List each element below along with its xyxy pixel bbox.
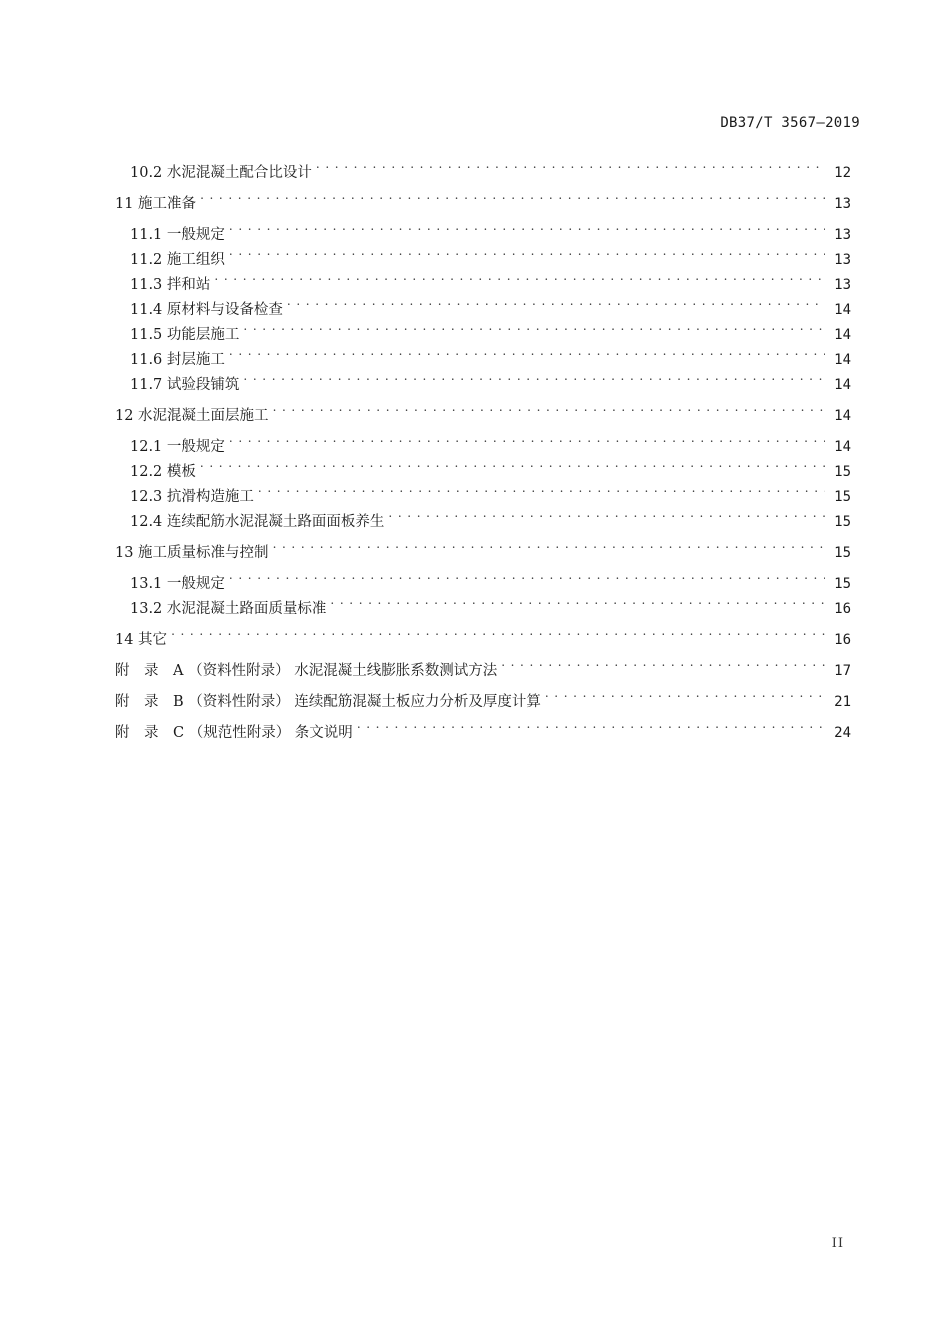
toc-entry-title: 13.2 水泥混凝土路面质量标准 (130, 601, 327, 617)
toc-entry-page: 13 (834, 252, 851, 268)
toc-entry[interactable] (115, 152, 851, 181)
toc-dot-leader (287, 289, 825, 314)
toc-entry[interactable] (115, 289, 851, 318)
toc-entry-title: 12.2 模板 (130, 464, 196, 480)
toc-entry-page: 13 (834, 277, 851, 293)
toc-entry-page: 21 (834, 694, 851, 710)
toc-entry[interactable] (115, 426, 851, 455)
toc-dot-leader (388, 501, 825, 526)
document-code: DB37/T 3567—2019 (720, 115, 860, 131)
toc-entry[interactable] (115, 264, 851, 293)
toc-entry-page: 15 (834, 489, 851, 505)
toc-entry-title: 11.3 拌和站 (130, 277, 211, 293)
toc-entry-title: 12.3 抗滑构造施工 (130, 489, 254, 505)
table-of-contents (115, 152, 851, 741)
toc-entry-page: 14 (834, 408, 851, 424)
toc-dot-leader (229, 214, 825, 239)
toc-entry-title: 11.4 原材料与设备检查 (130, 302, 283, 318)
toc-entry-page: 24 (834, 725, 851, 741)
toc-dot-leader (229, 339, 825, 364)
toc-entry[interactable] (115, 214, 851, 243)
toc-entry-page: 13 (834, 227, 851, 243)
toc-entry[interactable] (115, 476, 851, 505)
toc-entry-title: 11.1 一般规定 (130, 227, 225, 243)
toc-entry-page: 15 (834, 514, 851, 530)
toc-dot-leader (357, 712, 825, 737)
toc-entry-title: 10.2 水泥混凝土配合比设计 (130, 165, 312, 181)
toc-entry-title: 附 录 A （资料性附录） 水泥混凝土线膨胀系数测试方法 (115, 663, 498, 679)
toc-entry-title: 11.2 施工组织 (130, 252, 225, 268)
toc-entry-page: 15 (834, 464, 851, 480)
toc-entry-title: 11.5 功能层施工 (130, 327, 240, 343)
toc-dot-leader (501, 650, 825, 675)
toc-entry[interactable] (115, 712, 851, 741)
toc-dot-leader (330, 588, 825, 613)
toc-entry-title: 13 施工质量标准与控制 (115, 545, 269, 561)
toc-dot-leader (171, 619, 825, 644)
toc-dot-leader (243, 314, 825, 339)
toc-entry-page: 16 (834, 632, 851, 648)
toc-entry[interactable] (115, 532, 851, 561)
toc-entry-page: 14 (834, 352, 851, 368)
toc-entry-title: 11 施工准备 (115, 196, 197, 212)
toc-dot-leader (229, 563, 825, 588)
toc-entry[interactable] (115, 395, 851, 424)
toc-entry-page: 14 (834, 327, 851, 343)
toc-entry-title: 附 录 C （规范性附录） 条文说明 (115, 725, 353, 741)
toc-entry-page: 12 (834, 165, 851, 181)
toc-dot-leader (214, 264, 825, 289)
toc-entry-title: 11.7 试验段铺筑 (130, 377, 240, 393)
toc-dot-leader (200, 183, 825, 208)
toc-entry-page: 14 (834, 302, 851, 318)
page-number: II (831, 1236, 844, 1251)
toc-entry[interactable] (115, 681, 851, 710)
toc-dot-leader (273, 532, 825, 557)
toc-entry-title: 13.1 一般规定 (130, 576, 225, 592)
toc-entry[interactable] (115, 650, 851, 679)
toc-entry[interactable] (115, 183, 851, 212)
toc-entry-title: 12.4 连续配筋水泥混凝土路面面板养生 (130, 514, 385, 530)
toc-dot-leader (258, 476, 825, 501)
toc-entry-title: 12 水泥混凝土面层施工 (115, 408, 269, 424)
toc-entry-page: 17 (834, 663, 851, 679)
toc-dot-leader (229, 239, 825, 264)
toc-entry-title: 12.1 一般规定 (130, 439, 225, 455)
toc-entry-title: 附 录 B （资料性附录） 连续配筋混凝土板应力分析及厚度计算 (115, 694, 541, 710)
toc-entry-page: 15 (834, 576, 851, 592)
toc-dot-leader (229, 426, 825, 451)
toc-entry-title: 14 其它 (115, 632, 168, 648)
toc-dot-leader (316, 152, 825, 177)
toc-entry-page: 16 (834, 601, 851, 617)
toc-entry[interactable] (115, 451, 851, 480)
toc-entry-page: 14 (834, 377, 851, 393)
toc-entry-page: 13 (834, 196, 851, 212)
toc-entry[interactable] (115, 619, 851, 648)
toc-dot-leader (545, 681, 825, 706)
toc-dot-leader (243, 364, 825, 389)
toc-entry-title: 11.6 封层施工 (130, 352, 225, 368)
toc-entry-page: 15 (834, 545, 851, 561)
toc-dot-leader (200, 451, 825, 476)
toc-entry[interactable] (115, 563, 851, 592)
toc-dot-leader (273, 395, 825, 420)
toc-entry-page: 14 (834, 439, 851, 455)
